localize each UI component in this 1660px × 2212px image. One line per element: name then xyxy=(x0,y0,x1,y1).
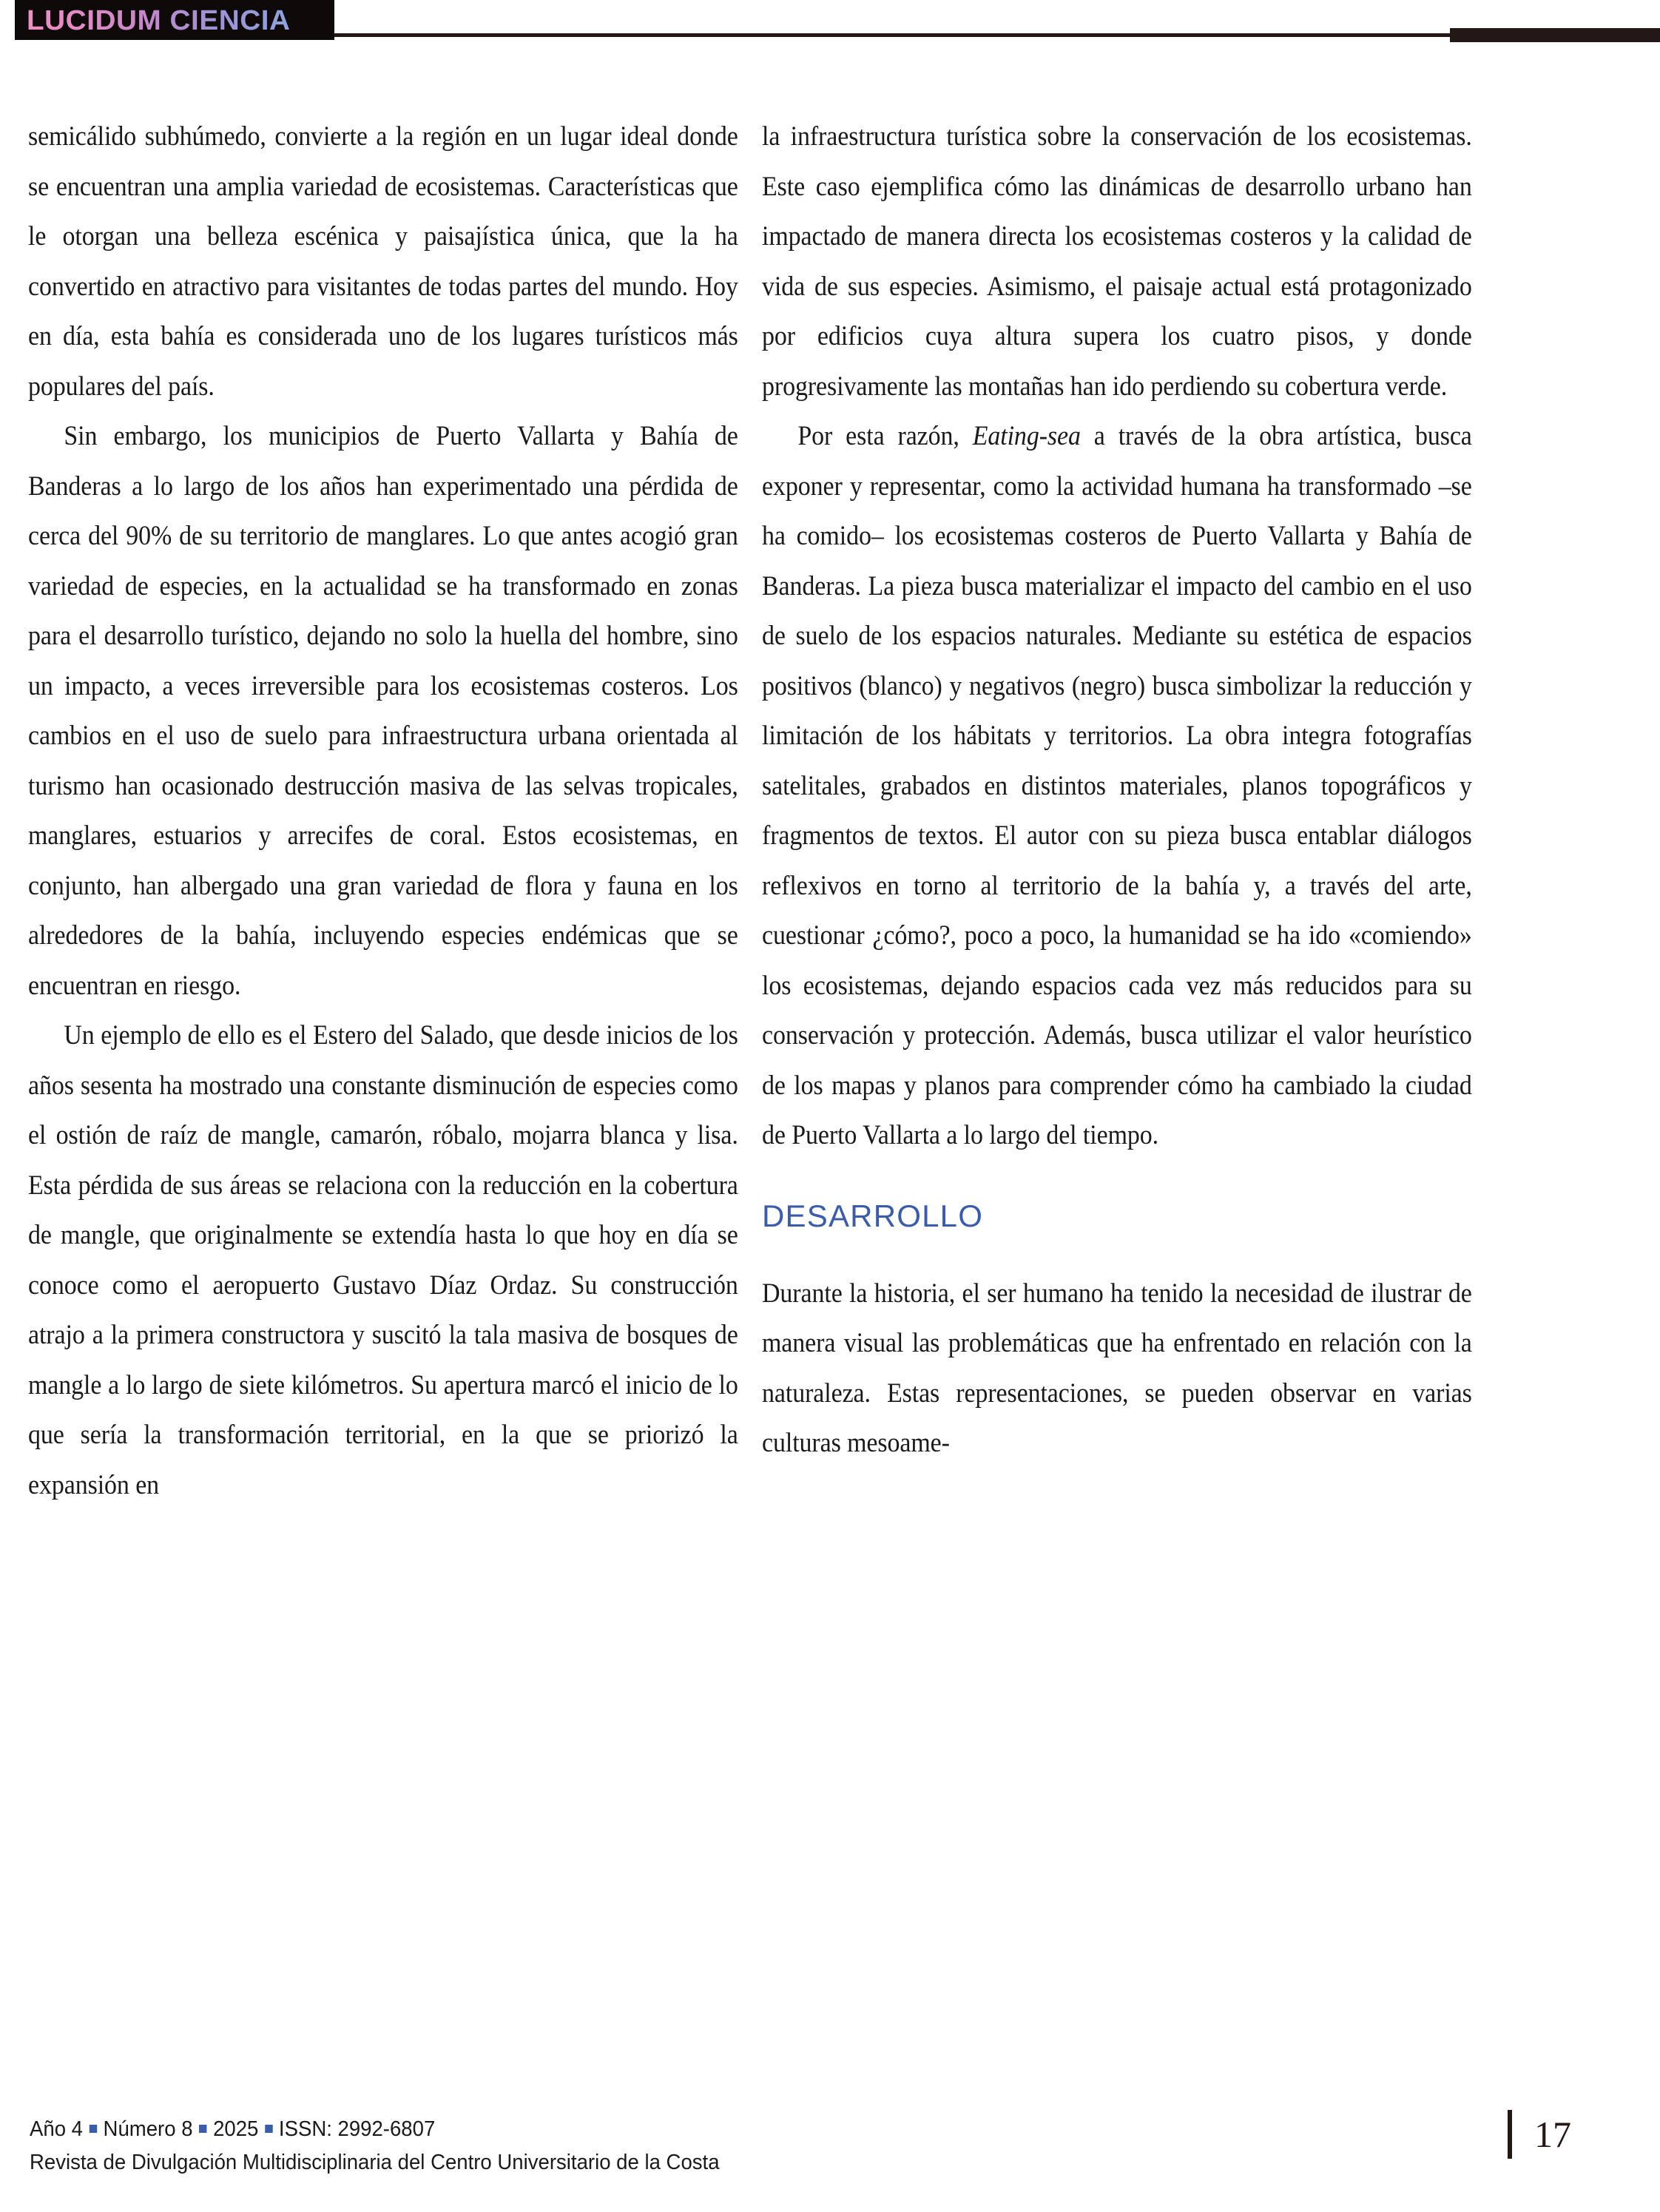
heading-spacer-bottom xyxy=(762,1240,1472,1268)
paragraph: Un ejemplo de ello es el Estero del Salado, que desde inicios de los años sesenta ha mostrado una constante disminución de especies como el ostión de raíz de mangle, camarón, róbalo, mojarra blanca y lisa. Esta pérdida de sus áreas se relaciona con la reducción en la cobertura de mangle, que originalmente se extendía hasta lo que hoy en día se conoce como el aeropuerto Gustavo Díaz Ordaz. Su construcción atrajo a la primera constructora y suscitó la tala masiva de bosques de mangle a lo largo de siete kilómetros. Su apertura marcó el inicio de lo que sería la transformación territorial, en la que se priorizó la expansión en xyxy=(28,1019,738,1500)
footer-issue-line xyxy=(30,2113,720,2145)
footer-imprint xyxy=(30,2113,756,2179)
paragraph-text-tail: a través de la obra artística, busca exponer y representar, como la actividad humana ha transformado –se ha comido– los ecosistemas costeros de Puerto Vallarta y Bahía de Banderas. La pieza busca materializar el impacto del cambio en el uso de suelo de los espacios naturales. Mediante su estética de espacios positivos (blanco) y negativos (negro) busca simbolizar la reducción y limitación de los hábitats y territorios. La obra integra fotografías satelitales, grabados en distintos materiales, planos topográficos y fragmentos de textos. El autor con su pieza busca entablar diálogos reflexivos en torno al territorio de la bahía y, a través del arte, cuestionar ¿cómo?, poco a poco, la humanidad se ha ido «comiendo» los ecosistemas, dejando espacios cada vez más reducidos para su conservación y protección. Además, busca utilizar el valor heurístico de los mapas y planos para comprender cómo ha cambiado la ciudad de Puerto Vallarta a lo largo del tiempo. xyxy=(762,420,1472,1150)
footer-issue-label: Número 8 xyxy=(103,2117,193,2141)
separator-square-icon xyxy=(199,2125,206,2133)
separator-square-icon xyxy=(265,2125,272,2133)
page-number-rule xyxy=(1508,2110,1512,2159)
column-left xyxy=(28,111,738,1509)
section-heading-desarrollo: DESARROLLO xyxy=(762,1198,984,1233)
paragraph: la infraestructura turística sobre la conservación de los ecosistemas. Este caso ejemplifica cómo las dinámicas de desarrollo urbano han impactado de manera directa los ecosistemas costeros y la calidad de vida de sus especies. Asimismo, el paisaje actual está protagonizado por edificios cuya altura supera los cuatro pisos, y donde progresivamente las montañas han ido perdiendo su cobertura verde. xyxy=(762,121,1472,401)
footer-journal-line: Revista de Divulgación Multidisciplinaria del Centro Universitario de la Costa xyxy=(30,2151,720,2174)
paragraph-text-lead: Por esta razón, xyxy=(797,420,973,451)
footer-year: 2025 xyxy=(213,2117,259,2141)
heading-spacer-top xyxy=(762,1160,1472,1193)
column-right xyxy=(762,111,1472,1468)
page-header xyxy=(0,0,1660,46)
masthead-title: LUCIDUM CIENCIA xyxy=(27,3,290,38)
page-number-group xyxy=(1508,2110,1571,2159)
paragraph: semicálido subhúmedo, convierte a la región en un lugar ideal donde se encuentran una amplia variedad de ecosistemas. Características que le otorgan una belleza escénica y paisajística única, que la ha convertido en atractivo para visitantes de todas partes del mundo. Hoy en día, esta bahía es considerada uno de los lugares turísticos más populares del país. xyxy=(28,121,738,401)
artwork-title: Eating-sea xyxy=(972,420,1081,451)
page-number: 17 xyxy=(1534,2114,1571,2155)
header-rule-thin xyxy=(334,33,1450,37)
article-body xyxy=(0,111,1660,2049)
header-rule-thick xyxy=(1450,28,1660,42)
footer-issn: ISSN: 2992-6807 xyxy=(278,2117,436,2141)
paragraph: Sin embargo, los municipios de Puerto Vallarta y Bahía de Banderas a lo largo de los años han experimentado una pérdida de cerca del 90% de su territorio de manglares. Lo que antes acogió gran variedad de especies, en la actualidad se ha transformado en zonas para el desarrollo turístico, dejando no solo la huella del hombre, sino un impacto, a veces irreversible para los ecosistemas costeros. Los cambios en el uso de suelo para infraestructura urbana orientada al turismo han ocasionado destrucción masiva de las selvas tropicales, manglares, estuarios y arrecifes de coral. Estos ecosistemas, en conjunto, han albergado una gran variedad de flora y fauna en los alrededores de la bahía, incluyendo especies endémicas que se encuentran en riesgo. xyxy=(28,420,738,1000)
paragraph-with-artwork-title xyxy=(762,411,1472,1160)
paragraph: Durante la historia, el ser humano ha tenido la necesidad de ilustrar de manera visual las problemáticas que ha enfrentado en relación con la naturaleza. Estas representaciones, se pueden observar en varias culturas mesoame- xyxy=(762,1277,1472,1457)
page-footer xyxy=(0,2071,1660,2212)
separator-square-icon xyxy=(90,2125,97,2133)
footer-year-label: Año 4 xyxy=(30,2117,84,2141)
